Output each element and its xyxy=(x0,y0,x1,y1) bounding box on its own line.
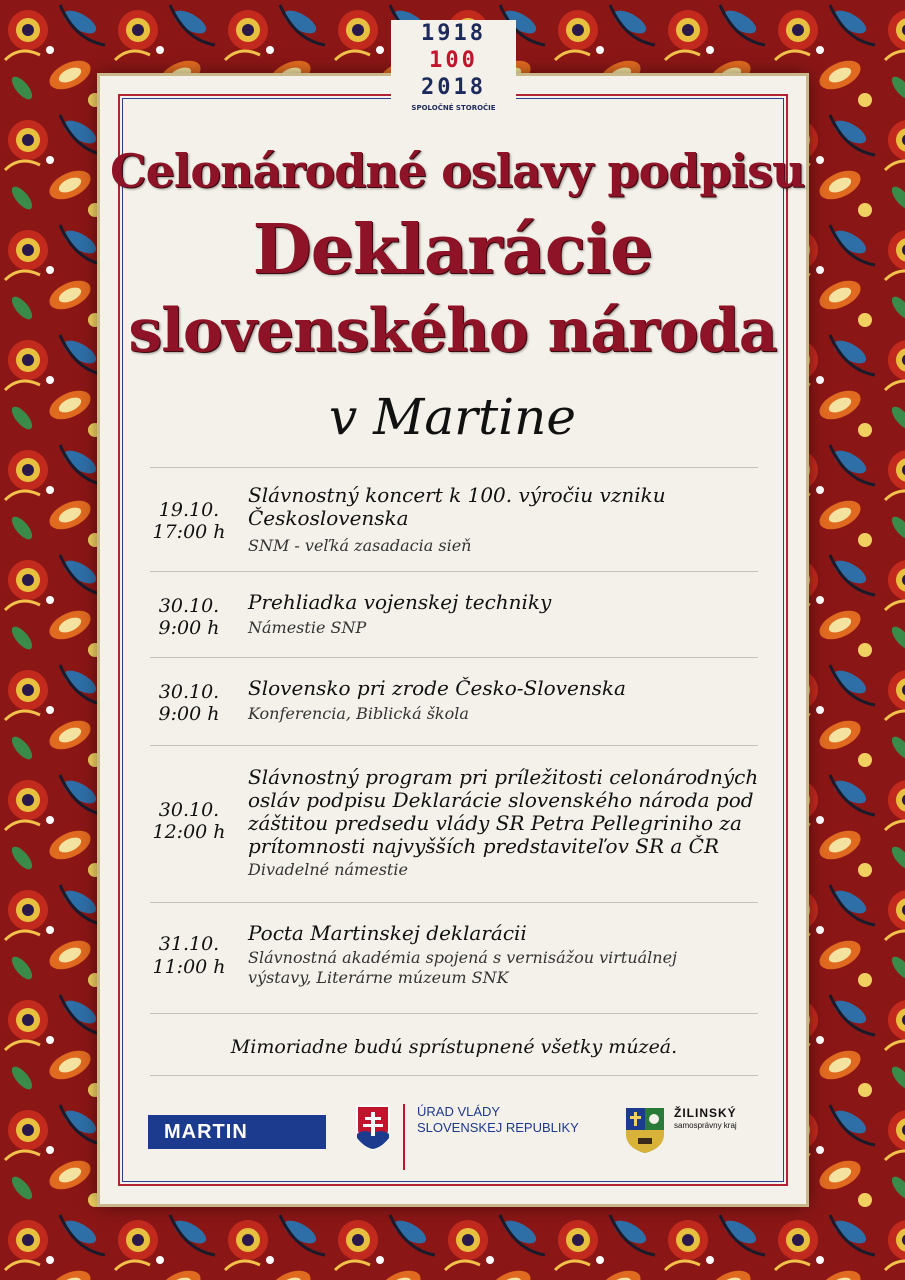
event-title: Slávnostný program pri príležitosti celonárodných osláv podpisu Deklarácie slovenského národa pod záštitou predsedu vlády SR Petra Pellegriniho za prítomnosti najvyšších predstaviteľov SR a ČR xyxy=(248,765,759,858)
event-date: 31.10. xyxy=(158,933,220,955)
slovak-coat-of-arms-icon xyxy=(355,1104,391,1150)
event-title: Slovensko pri zrode Česko-Slovenska xyxy=(248,676,626,700)
badge-year-end: 2018 xyxy=(421,75,486,100)
zilina-region-shield-icon xyxy=(624,1106,666,1154)
event-title: Prehliadka vojenskej techniky xyxy=(248,590,552,614)
divider xyxy=(150,467,758,468)
logo-divider xyxy=(403,1104,405,1170)
martin-logo: MARTIN xyxy=(148,1115,326,1149)
event-date: 30.10. xyxy=(158,595,220,617)
event-title: Slávnostný koncert k 100. výročiu vzniku Československa xyxy=(248,483,666,530)
headline-line3: slovenského národa xyxy=(128,296,777,366)
zsk-subtitle: samosprávny kraj xyxy=(674,1121,737,1130)
event-place: Slávnostná akadémia spojená s vernisážou virtuálnej výstavy, Literárne múzeum SNK xyxy=(248,948,678,987)
divider xyxy=(150,571,758,572)
badge-tagline: SPOLOČNÉ STOROČIE xyxy=(411,104,496,112)
event-date: 19.10. xyxy=(158,499,220,521)
zilinsky-kraj-logo xyxy=(624,1106,764,1158)
centenary-badge xyxy=(391,20,516,135)
urad-vlady-text xyxy=(417,1104,579,1136)
event-date: 30.10. xyxy=(158,681,220,703)
divider xyxy=(150,745,758,746)
urad-line1: ÚRAD VLÁDY xyxy=(417,1104,501,1119)
event-time: 11:00 h xyxy=(152,956,226,978)
museums-notice: Mimoriadne budú sprístupnené všetky múzeá. xyxy=(230,1036,678,1058)
headline-line4: v Martine xyxy=(329,388,576,446)
event-date: 30.10. xyxy=(158,799,220,821)
divider xyxy=(150,1075,758,1076)
event-place: Divadelné námestie xyxy=(248,860,408,879)
headline-line1: Celonárodné oslavy podpisu xyxy=(110,144,805,198)
urad-line2: SLOVENSKEJ REPUBLIKY xyxy=(417,1120,579,1135)
event-time: 9:00 h xyxy=(158,703,220,725)
event-place: Konferencia, Biblická škola xyxy=(248,704,469,723)
event-time: 17:00 h xyxy=(152,521,226,543)
divider xyxy=(150,1013,758,1014)
event-place: SNM - veľká zasadacia sieň xyxy=(248,536,472,555)
headline-line2: Deklarácie xyxy=(252,210,653,290)
divider xyxy=(150,657,758,658)
event-title: Pocta Martinskej deklarácii xyxy=(248,921,527,945)
zsk-title: ŽILINSKÝ xyxy=(674,1106,737,1120)
event-time: 9:00 h xyxy=(158,617,220,639)
divider xyxy=(150,902,758,903)
badge-year-start: 1918 xyxy=(421,21,486,46)
badge-hundred: 100 xyxy=(429,48,478,73)
event-place: Námestie SNP xyxy=(248,618,367,637)
urad-vlady-logo xyxy=(355,1104,605,1172)
event-time: 12:00 h xyxy=(152,821,226,843)
